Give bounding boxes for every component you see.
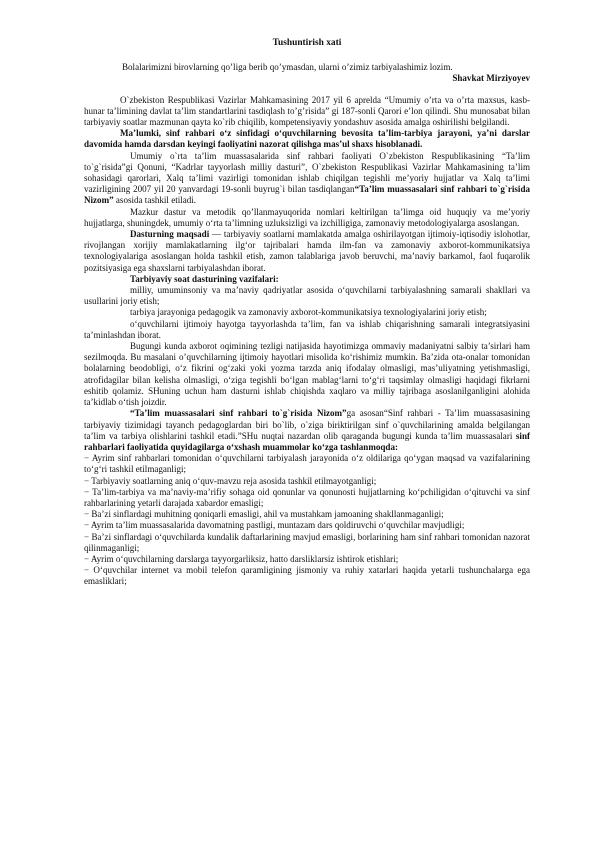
page-title: Tushuntirish xati: [272, 38, 342, 48]
paragraph-class-teacher-role: Ma’lumki, sinf rahbari o‘z sinfidagi o‘quvchilarning bevosita ta’lim-tarbiya jarayoni, ya’ni darslar davomida hamda darsdan keyingi faoliyatini nazorat qilishga mas’ul shaxs hisoblanadi.: [84, 128, 530, 150]
paragraph-mass-culture: Bugungi kunda axborot oqimining tezligi natijasida hayotimizga ommaviy madaniyatni salbiy ta’sirlari ham sezilmoqda. Bu masalani o’quvchilarning ijtimoiy hayotlari misolida ko‘rishimiz mumkin. Ba’zida ota-onalar tomonidan bolalarning beodobligi, o‘z fikrini og‘zaki yoki yozma tarzda aniq ifodalay olmasligi, mas’uliyatning yetishmasligi, atrofidagilar bilan kelisha olmasligi, o‘ziga tegishli bo‘lgan mablag‘larni to‘g‘ri taqsimlay olmasligi haqidagi fikrlarni eshitib qolamiz. SHuning uchun ham dasturni ishlab chiqishda xaqlaro va milliy tajribaga asoslanilganligini alohida ta’kidlab o‘tish joizdir.: [84, 341, 530, 408]
epigraph-quote: Bolalarimizni birovlarning qo’liga berib qo’ymasdan, ularni o’zimiz tarbiyalashimiz lozim.: [122, 62, 453, 73]
task-item: o‘quvchilarni ijtimoiy hayotga tayyorlashda ta’lim, fan va ishlab chiqarishning samarali integratsiyasini ta’minlashdan iborat.: [84, 318, 530, 340]
problem-item: − Ayrim sinf rahbarlari tomonidan o‘quvchilarni tarbiyalash jarayonida o‘z oldilariga qo‘ygan maqsad va vazifalarining to‘g‘ri tashkil etilmaganligi;: [84, 453, 530, 475]
paragraph-program-goal: [84, 229, 530, 274]
paragraph-legal-basis: [84, 151, 530, 207]
paragraph-methodology: Mazkur dastur va metodik qo’llanmayuqorida nomlari keltirilgan ta’limga oid huquqiy va me’yoriy hujjatlarga, shuningdek, umumiy o‘rta ta’limning uzluksizligi va izchilligiga, zamonaviy metodologiyalarga asoslangan.: [84, 206, 530, 228]
problem-item: − Ayrim ta’lim muassasalarida davomatning pastligi, muntazam dars qoldiruvchi o‘quvchilar mavjudligi;: [84, 520, 465, 531]
problem-item: − Ta’lim-tarbiya va ma’naviy-ma’rifiy sohaga oid qonunlar va qonunosti hujjatlarning ko‘pchiligidan o‘qituvchi va sinf rahbarlarining yetarli darajada xabardor emasligi;: [84, 486, 530, 508]
task-item: tarbiya jarayoniga pedagogik va zamonaviy axborot-kommunikatsiya texnologiyalarini joriy etish;: [130, 307, 487, 318]
problem-item: − Ba’zi sinflardagi muhitning qoniqarli emasligi, ahil va mustahkam jamoaning shakllanmaganligi;: [84, 509, 444, 520]
problems-lead: sinf rahbarlari faoliyatida quyidagilarga o‘xshash muammolar ko‘zga tashlanmoqda:: [84, 430, 530, 452]
problem-item: − O‘quvchilar internet va mobil telefon qaramligining jismoniy va ruhiy xatarlari haqida yetarli tushunchalarga ega emasliklari;: [84, 565, 530, 587]
tasks-heading: Tarbiyaviy soat dasturining vazifalari:: [130, 273, 279, 284]
paragraph-nizom-definition: [84, 408, 530, 453]
nizom-definition-text: ga asosan“Sinf rahbari - Ta’lim muassasasining tarbiyaviy tizimidagi tayanch pedagoglardan biri bo`lib, o`ziga biriktirilgan sinf o`quvchilarining amalda belgilangan ta’lim va tarbiya olishlarini tashkil etadi.”SHu nuqtai nazardan olib qaraganda bugungi kunda ta’lim muassasalari: [84, 408, 530, 441]
paragraph-decree: O`zbekiston Respublikasi Vazirlar Mahkamasining 2017 yil 6 aprelda “Umumiy o’rta va o’rta maxsus, kasb-hunar ta’limining davlat ta’lim standartlarini tasdiqlash to’g’risida” gi 187-sonli Qarori e’lon qilindi. Shu munosabat bilan tarbiyaviy soatlar mazmunan qayta ko`rib chiqilib, kompetensiyaviy yondashuv asosida amalga oshirilishi belgilandi.: [84, 94, 530, 128]
problem-item: − Ayrim o‘quvchilarning darslarga tayyorgarliksiz, hatto darsliklarsiz ishtirok etishlari;: [84, 553, 399, 564]
legal-basis-end: asosida tashkil etiladi.: [113, 195, 197, 206]
problem-item: − Tarbiyaviy soatlarning aniq o‘quv-mavzu reja asosida tashkil etilmayotganligi;: [84, 475, 377, 486]
nizom-title: “Ta’lim muassasalari sinf rahbari to`g`risida Nizom”: [130, 408, 347, 419]
legal-basis-nizom: “Ta’lim muassasalari sinf rahbari to`g`risida Nizom”: [84, 184, 531, 206]
legal-basis-text: Umumiy o`rta ta’lim muassasalarida sinf rahbari faoliyati O`zbekiston Respublikasining “Ta’lim to`g`risida”gi Qonuni, “Kadrlar tayyorlash milliy dasturi”, O`zbekiston Respublikasi Vazirlar Mahkamasining ta’lim sohasidagi qarorlari, Xalq ta’limi vazirligi tomonidan ishlab chiqilgan tegishli me’yoriy hujjatlar va Xalq ta’limi vazirligining 2007 yil 20 yanvardagi 19-sonli buyrug`i bilan tasdiqlangan: [84, 150, 530, 195]
epigraph-author: Shavkat Mirziyoyev: [452, 73, 530, 84]
program-goal-text: — tarbiyaviy soatlarni mamlakatda amalga oshirilayotgan ijtimoiy-iqtisodiy islohotlar, rivojlangan xorijiy mamlakatlarning ilg‘or tajribalari hamda ilm-fan va zamonaviy axborot-kommunikatsiya texnologiyalariga asoslangan holda tashkil etish, zamon talablariga javob beruvchi, ma’naviy barkamol, faol fuqarolik pozitsiyasiga ega shaxslarni tarbiyalashdan iborat.: [84, 229, 530, 273]
task-item: milliy, umuminsoniy va ma’naviy qadriyatlar asosida o‘quvchilarni tarbiyalashning samarali shakllari va usullarini joriy etish;: [84, 285, 530, 307]
program-goal-label: Dasturning maqsadi: [130, 229, 210, 240]
problem-item: − Ba’zi sinflardagi o‘quvchilarda kundalik daftarlarining mavjud emasligi, borlarining ham sinf rahbari tomonidan nazorat qilinmaganligi;: [84, 531, 530, 553]
